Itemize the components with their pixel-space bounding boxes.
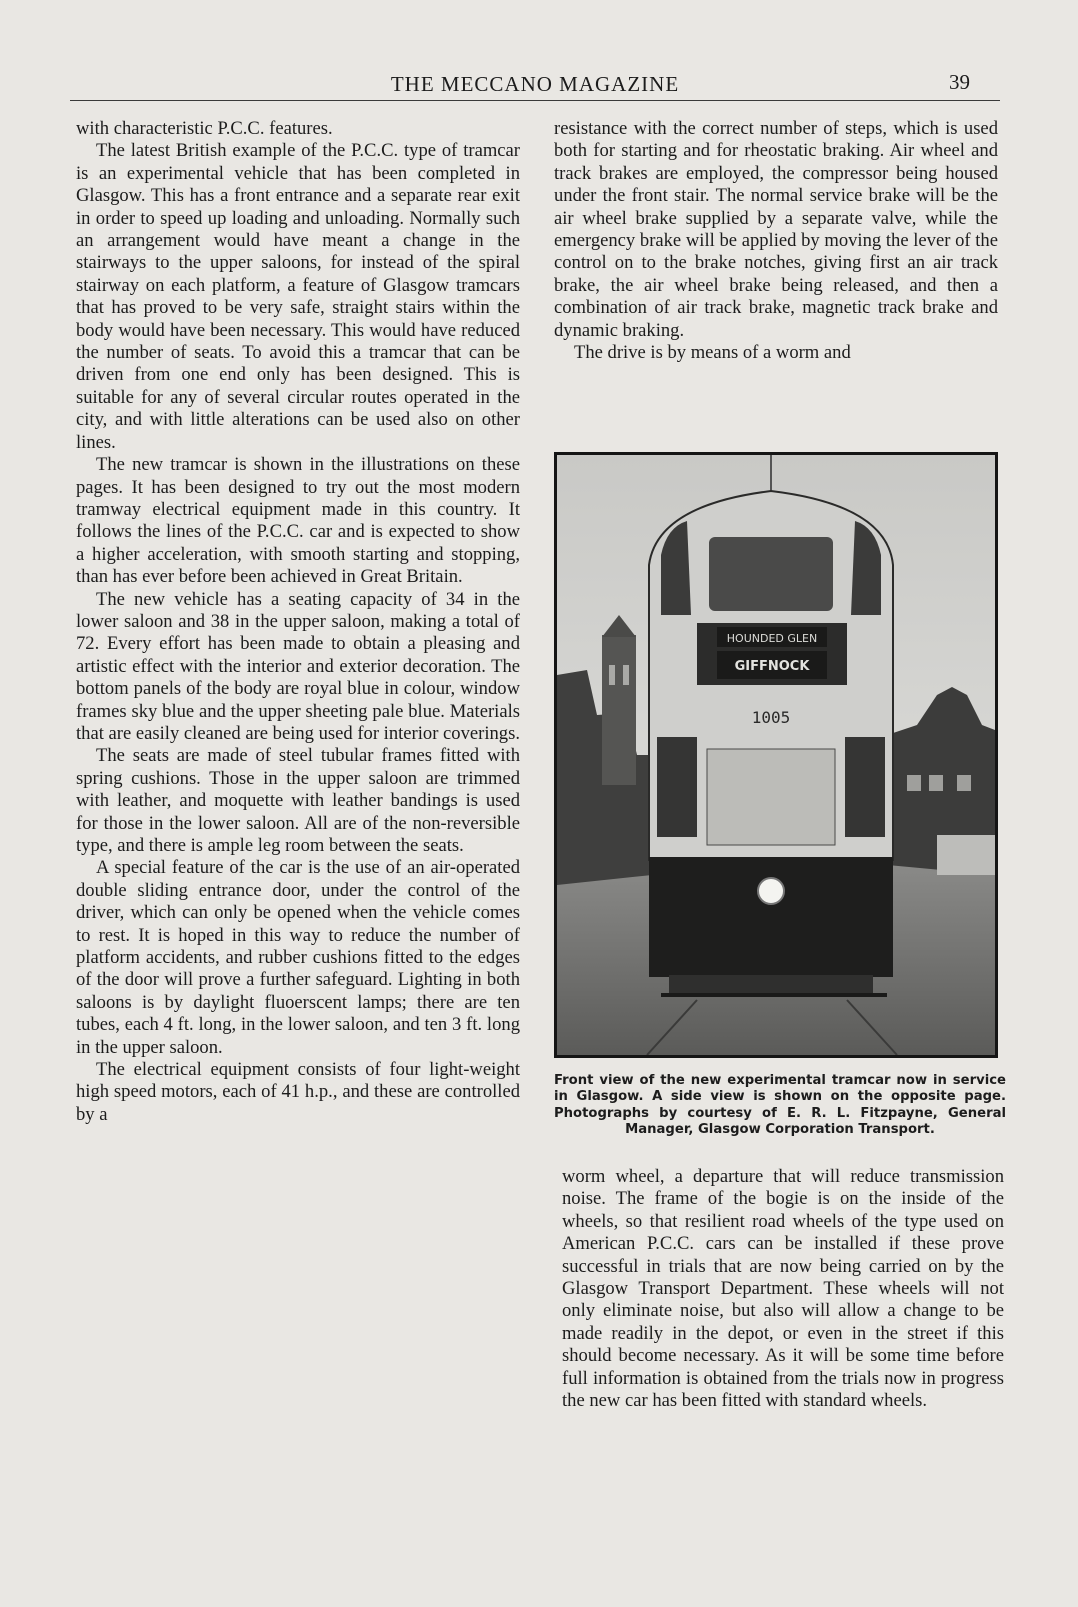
running-header — [70, 66, 1000, 101]
tramcar-photograph — [554, 452, 998, 1058]
page-number: 39 — [949, 70, 970, 94]
fleet-number: 1005 — [751, 708, 791, 727]
paragraph: A special feature of the car is the use of an air-operated double sliding entrance door, under the control of the driver, which can only be opened when the vehicle comes to rest. It is hoped in this way to reduce the number of platform accidents, and rubber cushions fitted to the edges of the door will prove a further safeguard. Lighting in both saloons is by daylight fluoerscent lamps; there are ten tubes, each 4 ft. long, in the lower saloon, and ten 3 ft. long in the upper saloon. — [76, 857, 520, 1058]
right-column-bottom — [562, 1166, 1004, 1412]
left-column — [76, 118, 520, 1126]
paragraph: The seats are made of steel tubular frames fitted with spring cushions. Those in the upper saloon are trimmed with leather, and moquette with leather bandings is used for those in the lower saloon. All are of the non-reversible type, and there is ample leg room between the seats. — [76, 745, 520, 856]
magazine-title: THE MECCANO MAGAZINE — [390, 72, 680, 96]
paragraph: with characteristic P.C.C. features. — [76, 118, 333, 139]
paragraph: resistance with the correct number of steps, which is used both for starting and for rheostatic braking. Air wheel and track brakes are employed, the compressor being housed under the front stair. The normal service brake will be the air wheel brake supplied by a separate valve, while the emergency brake will be applied by moving the lever of the control on to the brake notches, giving first an air track brake, the air wheel brake being released, and then a combination of air track brake, magnetic track brake and dynamic braking. — [554, 118, 998, 341]
paragraph: The electrical equipment consists of four light-weight high speed motors, each of 41 h.p., and these are controlled by a — [76, 1059, 520, 1125]
paragraph: The drive is by means of a worm and — [574, 342, 851, 364]
paragraph: worm wheel, a departure that will reduce transmission noise. The frame of the bogie is on the inside of the wheels, so that resilient road wheels of the type used on American P.C.C. cars can be installed if these prove successful in trials that are now being carried on by the Glasgow Transport Department. These wheels will not only eliminate noise, but also will allow a change to be made readily in the depot, or even in the street if this should become necessary. As it will be some time before full information is obtained from the trials now in progress the new car has been fitted with standard wheels. — [562, 1166, 1004, 1412]
destination-lower: GIFFNOCK — [734, 659, 810, 674]
destination-upper: HOUNDED GLEN — [726, 632, 818, 645]
paragraph: The latest British example of the P.C.C. type of tramcar is an experimental vehicle that has been completed in Glasgow. This has a front entrance and a separate rear exit in order to speed up loading and unloading. Normally such an arrangement would have meant a change in the stairways to the upper saloons, for instead of the spiral stairway on each platform, a feature of Glasgow tramcars that has proved to be very safe, straight stairs within the body would have been necessary. This would have reduced the number of seats. To avoid this a tramcar that can be driven from one end only has been designed. This is suitable for any of several circular routes operated in the city, and with little alterations can be used also on other lines. — [76, 140, 520, 453]
photo-caption: Front view of the new experimental tramcar now in service in Glasgow. A side view is shown on the opposite page. Photographs by courtesy of E. R. L. Fitzpayne, General Manager, Glasgow Corporation Transport. — [554, 1073, 1006, 1137]
paragraph: The new tramcar is shown in the illustrations on these pages. It has been designed to try out the most modern tramway electrical equipment made in this country. It follows the lines of the P.C.C. car and is expected to show a higher acceleration, with smooth starting and stopping, than has ever before been achieved in Great Britain. — [76, 454, 520, 588]
right-column-top — [554, 118, 998, 364]
paragraph: The new vehicle has a seating capacity of 34 in the lower saloon and 38 in the upper saloon, making a total of 72. Every effort has been made to obtain a pleasing and artistic effect with the interior and exterior decoration. The bottom panels of the body are royal blue in colour, window frames sky blue and the upper sheeting pale blue. Materials that are easily cleaned are being used for interior coverings. — [76, 588, 520, 744]
